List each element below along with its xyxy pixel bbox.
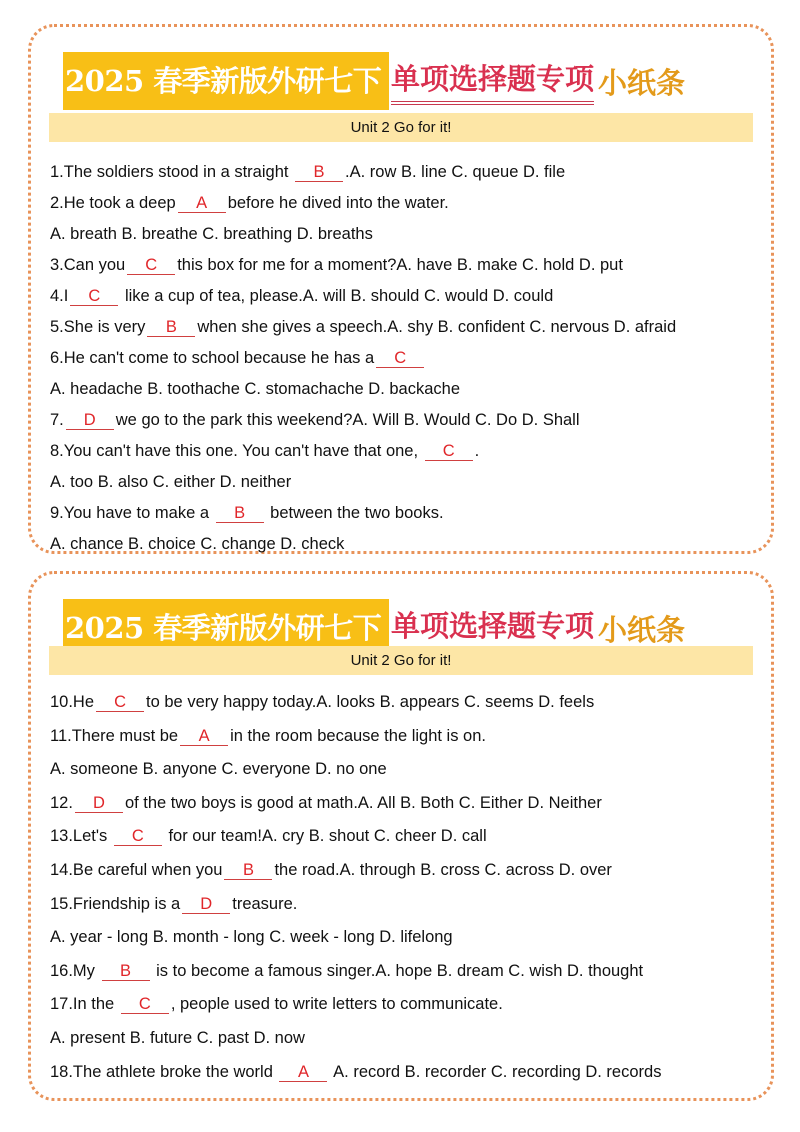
question-line	[50, 753, 761, 787]
question-text: 7.	[50, 411, 64, 429]
note-card-2	[28, 571, 774, 1101]
question-text: 4.I	[50, 287, 69, 305]
answer-blank: D	[75, 794, 123, 813]
question-text-after: A. record B. recorder C. recording D. records	[329, 1062, 662, 1081]
question-line	[50, 720, 761, 754]
question-text-after: of the two boys is good at math.A. All B. Both C. Either D. Neither	[124, 793, 602, 812]
question-line	[50, 787, 761, 821]
question-text: 8.You can't have this one. You can't have that one,	[50, 442, 423, 460]
question-text: A. chance B. choice C. change D. check	[50, 535, 345, 553]
question-text: A. too B. also C. either D. neither	[50, 473, 292, 491]
question-line	[50, 219, 761, 250]
question-text: 15.Friendship is a	[50, 894, 181, 913]
question-text: 11.There must be	[50, 726, 179, 745]
title-part-yellow: 2025 春季新版外研七下	[63, 52, 389, 110]
question-text-after: before he dived into the water.	[227, 194, 449, 212]
question-text: A. present B. future C. past D. now	[50, 1028, 305, 1047]
question-text: 16.My	[50, 961, 100, 980]
question-text: A. year - long B. month - long C. week - long D. lifelong	[50, 928, 453, 947]
title-part-yellow: 2025 春季新版外研七下	[63, 599, 389, 657]
question-line	[50, 955, 761, 989]
question-text-after: , people used to write letters to communicate.	[170, 995, 503, 1014]
question-text-after: between the two books.	[265, 504, 444, 522]
question-line	[50, 312, 761, 343]
answer-blank: C	[121, 995, 169, 1014]
answer-blank: B	[295, 163, 343, 182]
question-text-after: when she gives a speech.A. shy B. confident C. nervous D. afraid	[197, 318, 677, 336]
title-part-red: 单项选择题专项	[391, 57, 594, 105]
question-line	[50, 436, 761, 467]
answer-blank: C	[425, 442, 473, 461]
answer-blank: B	[216, 504, 264, 523]
answer-blank: C	[376, 349, 424, 368]
question-line	[50, 467, 761, 498]
question-text: 5.She is very	[50, 318, 146, 336]
note-card-1	[28, 24, 774, 554]
answer-blank: A	[180, 727, 228, 746]
question-text-after: this box for me for a moment?A. have B. make C. hold D. put	[177, 256, 623, 274]
question-text-after: is to become a famous singer.A. hope B. dream C. wish D. thought	[151, 961, 644, 980]
question-line	[50, 250, 761, 281]
title-part-orange: 小纸条	[598, 612, 686, 647]
question-text: A. someone B. anyone C. everyone D. no one	[50, 760, 387, 779]
answer-blank: D	[66, 411, 114, 430]
question-line	[50, 157, 761, 188]
question-line	[50, 988, 761, 1022]
question-text: 2.He took a deep	[50, 194, 176, 212]
question-text-after: like a cup of tea, please.A. will B. should C. would D. could	[120, 287, 554, 305]
answer-blank: A	[279, 1063, 327, 1082]
question-list	[50, 157, 761, 560]
question-line	[50, 374, 761, 405]
answer-blank: D	[182, 895, 230, 914]
question-text: 17.In the	[50, 995, 119, 1014]
question-text: 12.	[50, 793, 73, 812]
card-title	[63, 52, 685, 110]
answer-blank: B	[102, 962, 150, 981]
answer-blank: C	[114, 827, 162, 846]
title-part-red: 单项选择题专项	[391, 604, 594, 652]
question-text: 1.The soldiers stood in a straight	[50, 163, 294, 181]
question-text-after: for our team!A. cry B. shout C. cheer D. call	[163, 827, 487, 846]
answer-blank: B	[224, 861, 272, 880]
answer-blank: C	[127, 256, 175, 275]
question-text: 14.Be careful when you	[50, 860, 223, 879]
question-text-after: .A. row B. line C. queue D. file	[345, 163, 566, 181]
question-text-after: to be very happy today.A. looks B. appears C. seems D. feels	[146, 693, 595, 711]
answer-blank: B	[147, 318, 195, 337]
question-line	[50, 498, 761, 529]
question-line	[50, 188, 761, 219]
question-line	[50, 921, 761, 955]
question-line	[50, 888, 761, 922]
question-list	[50, 686, 761, 1089]
question-line	[50, 343, 761, 374]
question-text: A. headache B. toothache C. stomachache D. backache	[50, 380, 461, 398]
question-line	[50, 1056, 761, 1090]
question-text: 3.Can you	[50, 256, 126, 274]
question-text-after: treasure.	[232, 894, 298, 913]
answer-blank: A	[178, 194, 226, 213]
title-part-orange: 小纸条	[598, 65, 686, 100]
question-text-after: we go to the park this weekend?A. Will B. Would C. Do D. Shall	[115, 411, 580, 429]
question-text-after: the road.A. through B. cross C. across D. over	[274, 860, 612, 879]
question-line	[50, 281, 761, 312]
answer-blank: C	[96, 693, 144, 712]
question-text: A. breath B. breathe C. breathing D. breaths	[50, 225, 373, 243]
unit-banner: Unit 2 Go for it!	[49, 646, 753, 675]
answer-blank: C	[70, 287, 118, 306]
question-text: 9.You have to make a	[50, 504, 214, 522]
question-text: 6.He can't come to school because he has a	[50, 349, 375, 367]
question-text: 18.The athlete broke the world	[50, 1062, 278, 1081]
question-line	[50, 686, 761, 720]
unit-banner: Unit 2 Go for it!	[49, 113, 753, 142]
question-text: 13.Let's	[50, 827, 112, 846]
question-line	[50, 529, 761, 560]
question-text-after: .	[474, 442, 480, 460]
question-line	[50, 820, 761, 854]
question-text: 10.He	[50, 693, 95, 711]
question-text-after: in the room because the light is on.	[230, 726, 486, 745]
question-line	[50, 405, 761, 436]
question-line	[50, 854, 761, 888]
question-line	[50, 1022, 761, 1056]
